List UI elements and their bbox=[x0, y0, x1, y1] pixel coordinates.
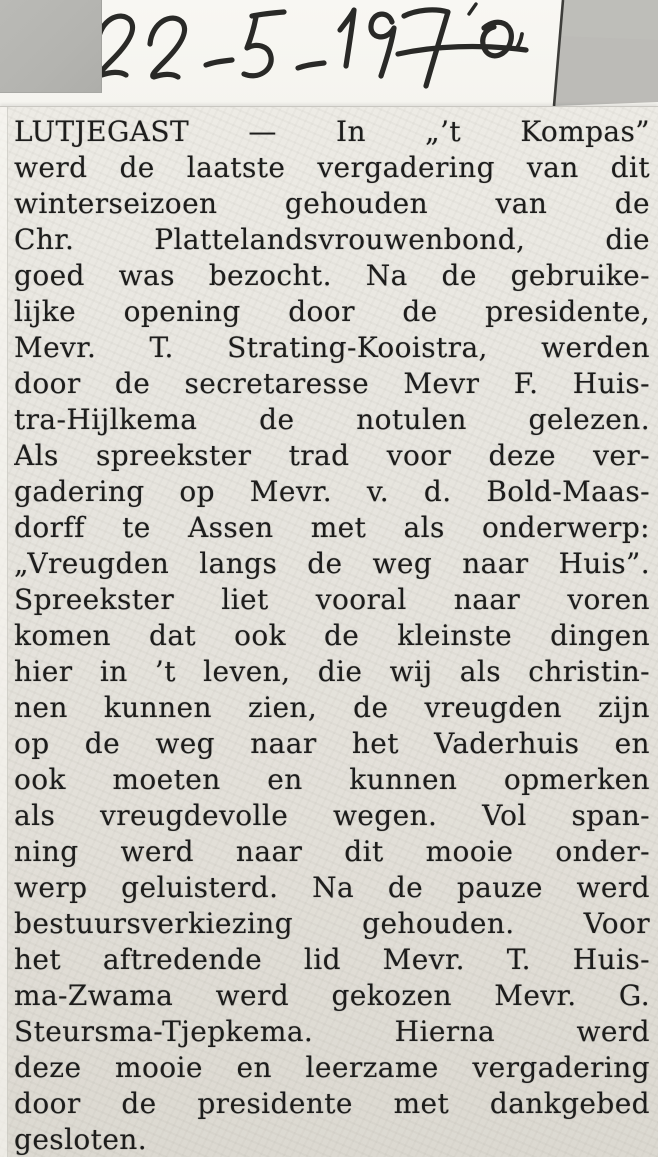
article-line: op de weg naar het Vaderhuis en bbox=[14, 727, 650, 760]
article-line: ning werd naar dit mooie onder- bbox=[14, 835, 650, 868]
article-line: ma-Zwama werd gekozen Mevr. G. bbox=[14, 979, 650, 1012]
article-line: tra-Hijlkema de notulen gelezen. bbox=[14, 403, 650, 436]
article-line: lijke opening door de presidente, bbox=[14, 295, 650, 328]
article-line: „Vreugden langs de weg naar Huis”. bbox=[14, 547, 650, 580]
newsprint-clipping bbox=[0, 106, 658, 1157]
article-line: door de secretaresse Mevr F. Huis- bbox=[14, 367, 650, 400]
article-line: deze mooie en leerzame vergadering bbox=[14, 1051, 650, 1084]
article-line: het aftredende lid Mevr. T. Huis- bbox=[14, 943, 650, 976]
clipping-torn-edge bbox=[0, 107, 8, 1157]
article-line: werp geluisterd. Na de pauze werd bbox=[14, 871, 650, 904]
article-line: ook moeten en kunnen opmerken bbox=[14, 763, 650, 796]
gray-paper-patch-left bbox=[0, 0, 102, 93]
article-line: Als spreekster trad voor deze ver- bbox=[14, 439, 650, 472]
article-line: dorff te Assen met als onderwerp: bbox=[14, 511, 650, 544]
article-line: winterseizoen gehouden van de bbox=[14, 187, 650, 220]
handwritten-date bbox=[86, 2, 536, 102]
article-line: Spreekster liet vooral naar voren bbox=[14, 583, 650, 616]
article-line: komen dat ook de kleinste dingen bbox=[14, 619, 650, 652]
gray-paper-patch-right bbox=[552, 0, 658, 112]
article-line: LUTJEGAST — In „’t Kompas” bbox=[14, 115, 650, 148]
article-line: werd de laatste vergadering van dit bbox=[14, 151, 650, 184]
article-line: als vreugdevolle wegen. Vol span- bbox=[14, 799, 650, 832]
article-line: Mevr. T. Strating-Kooistra, werden bbox=[14, 331, 650, 364]
article-line: goed was bezocht. Na de gebruike- bbox=[14, 259, 650, 292]
article-text bbox=[14, 114, 650, 1157]
article-line: Steursma-Tjepkema. Hierna werd bbox=[14, 1015, 650, 1048]
article-line: gadering op Mevr. v. d. Bold-Maas- bbox=[14, 475, 650, 508]
handwriting-strokes bbox=[86, 2, 536, 102]
article-line: nen kunnen zien, de vreugden zijn bbox=[14, 691, 650, 724]
article-line: door de presidente met dankgebed bbox=[14, 1087, 650, 1120]
article-line: gesloten. bbox=[14, 1123, 148, 1156]
article-line: hier in ’t leven, die wij als christin- bbox=[14, 655, 650, 688]
article-line: bestuursverkiezing gehouden. Voor bbox=[14, 907, 650, 940]
article-line: Chr. Plattelandsvrouwenbond, die bbox=[14, 223, 650, 256]
